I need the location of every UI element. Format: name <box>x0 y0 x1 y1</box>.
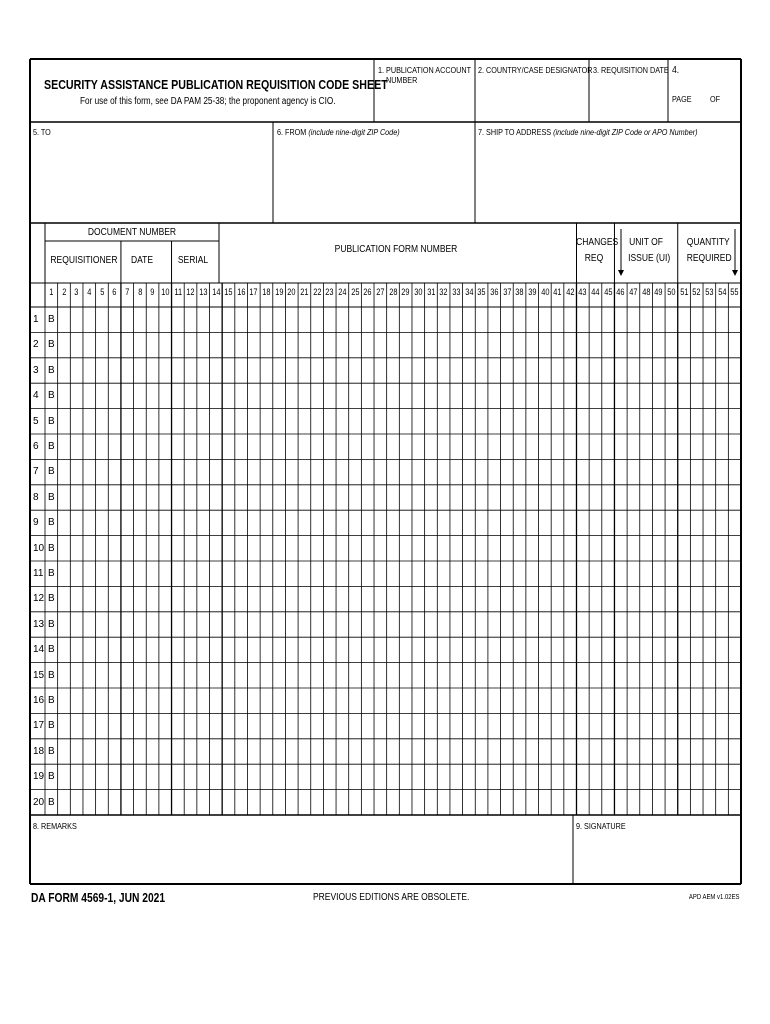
row-code: B <box>48 796 55 808</box>
row-number: 8 <box>33 491 39 503</box>
row-code: B <box>48 314 55 325</box>
column-number: 31 <box>426 287 436 297</box>
row-code: B <box>48 618 55 630</box>
row-number: 20 <box>33 796 45 808</box>
column-number: 34 <box>464 287 474 297</box>
quantity-arrow-head <box>732 270 738 276</box>
row-code: B <box>48 720 55 732</box>
version-note: APD AEM v1.02ES <box>689 894 740 901</box>
column-number: 24 <box>338 287 347 297</box>
column-number: 21 <box>300 287 309 297</box>
row-number: 5 <box>33 415 39 427</box>
form-title: SECURITY ASSISTANCE PUBLICATION REQUISITION CODE SHEET <box>44 77 388 92</box>
row-code: B <box>48 593 55 605</box>
column-number: 39 <box>528 287 537 297</box>
column-number: 33 <box>452 287 461 297</box>
country-case-label: 2. COUNTRY/CASE DESIGNATOR <box>478 65 593 75</box>
row-number: 7 <box>33 466 39 478</box>
column-number: 18 <box>262 287 271 297</box>
column-number: 10 <box>161 287 170 297</box>
column-number: 7 <box>125 287 130 297</box>
column-number: 8 <box>137 287 142 297</box>
form-id: DA FORM 4569-1, JUN 2021 <box>31 891 166 905</box>
row-code: B <box>48 339 55 351</box>
column-number: 26 <box>363 287 372 297</box>
row-number: 19 <box>33 771 45 783</box>
row-code: B <box>48 669 55 681</box>
pub-account-label-2: NUMBER <box>386 75 418 85</box>
column-number: 51 <box>679 287 689 297</box>
req-header: REQ <box>584 253 604 264</box>
column-number: 23 <box>325 287 334 297</box>
from-prefix: 6. FROM <box>277 127 307 137</box>
row-number: 1 <box>33 314 39 325</box>
column-number: 19 <box>274 287 284 297</box>
column-number: 17 <box>249 287 258 297</box>
column-number: 47 <box>629 287 638 297</box>
row-number: 12 <box>33 593 45 605</box>
remarks-label: 8. REMARKS <box>33 821 77 831</box>
column-number: 14 <box>211 287 220 297</box>
changes-header: CHANGES <box>576 237 619 248</box>
form-subtitle: For use of this form, see DA PAM 25-38; the proponent agency is CIO. <box>80 96 336 107</box>
row-code: B <box>48 745 55 757</box>
column-number: 5 <box>99 287 104 297</box>
column-number: 20 <box>287 287 296 297</box>
obsolete-note: PREVIOUS EDITIONS ARE OBSOLETE. <box>313 892 470 903</box>
page-label: PAGE <box>672 94 692 104</box>
quantity-header: QUANTITY <box>686 237 730 248</box>
signature-label: 9. SIGNATURE <box>576 821 626 831</box>
column-number: 38 <box>515 287 524 297</box>
column-number: 25 <box>350 287 360 297</box>
row-code: B <box>48 466 55 478</box>
row-code: B <box>48 771 55 783</box>
column-number: 11 <box>174 287 182 297</box>
to-label: 5. TO <box>33 127 51 137</box>
row-number: 2 <box>33 339 39 351</box>
date-header: DATE <box>130 255 154 266</box>
row-number: 18 <box>33 745 45 757</box>
row-number: 15 <box>33 669 45 681</box>
row-number: 3 <box>33 364 39 376</box>
column-number: 35 <box>477 287 486 297</box>
column-number: 15 <box>224 287 233 297</box>
row-code: B <box>48 364 55 376</box>
column-number: 55 <box>730 287 739 297</box>
ship-note: (include nine-digit ZIP Code or APO Number) <box>553 127 698 137</box>
unit-arrow-head <box>618 270 624 276</box>
column-number: 43 <box>578 287 587 297</box>
column-number: 37 <box>502 287 511 297</box>
column-number: 40 <box>540 287 549 297</box>
column-number: 29 <box>401 287 410 297</box>
row-code: B <box>48 542 55 554</box>
row-code: B <box>48 415 55 427</box>
row-number: 10 <box>33 542 45 554</box>
column-number: 3 <box>74 287 79 297</box>
column-number: 12 <box>186 287 195 297</box>
column-number: 49 <box>654 287 663 297</box>
requisition-date-label: 3. REQUISITION DATE <box>593 65 669 75</box>
row-code: B <box>48 695 55 706</box>
column-number: 22 <box>312 287 322 297</box>
row-code: B <box>48 568 55 579</box>
column-number: 41 <box>553 287 562 297</box>
column-number: 30 <box>414 287 423 297</box>
row-number: 9 <box>33 517 39 529</box>
page-number-label: 4. <box>672 65 680 76</box>
column-number: 42 <box>566 287 575 297</box>
column-number: 28 <box>388 287 398 297</box>
column-number: 53 <box>705 287 714 297</box>
row-code: B <box>48 390 55 402</box>
column-number: 45 <box>604 287 613 297</box>
column-number: 52 <box>692 287 701 297</box>
required-header: REQUIRED <box>686 253 732 264</box>
column-number: 6 <box>112 287 117 297</box>
row-code: B <box>48 517 55 529</box>
issue-ui-header: ISSUE (UI) <box>628 253 671 264</box>
column-number: 36 <box>490 287 499 297</box>
of-label: OF <box>710 94 721 104</box>
publication-form-number-header: PUBLICATION FORM NUMBER <box>334 244 458 255</box>
column-number: 50 <box>667 287 676 297</box>
column-number: 2 <box>61 287 67 297</box>
row-number: 14 <box>33 644 45 656</box>
column-number: 16 <box>237 287 246 297</box>
row-number: 4 <box>33 390 39 402</box>
row-number: 17 <box>33 720 45 732</box>
from-note: (include nine-digit ZIP Code) <box>308 127 400 137</box>
row-code: B <box>48 491 55 503</box>
column-number: 27 <box>376 287 385 297</box>
document-number-header: DOCUMENT NUMBER <box>87 227 177 238</box>
column-number: 4 <box>87 287 92 297</box>
ship-prefix: 7. SHIP TO ADDRESS <box>478 127 552 137</box>
column-number: 32 <box>439 287 448 297</box>
serial-header: SERIAL <box>177 255 209 266</box>
column-number: 44 <box>591 287 600 297</box>
pub-account-label-1: 1. PUBLICATION ACCOUNT <box>378 65 472 75</box>
unit-of-header: UNIT OF <box>629 237 663 248</box>
row-code: B <box>48 644 55 656</box>
column-number: 9 <box>150 287 155 297</box>
row-number: 13 <box>33 618 45 630</box>
column-number: 54 <box>717 287 727 297</box>
column-number: 1 <box>49 287 54 297</box>
column-number: 48 <box>641 287 651 297</box>
row-code: B <box>48 441 55 452</box>
row-number: 11 <box>33 568 44 579</box>
row-number: 16 <box>33 695 45 706</box>
column-number: 13 <box>199 287 208 297</box>
requisitioner-header: REQUISITIONER <box>50 255 118 266</box>
row-number: 6 <box>33 441 39 452</box>
column-number: 46 <box>616 287 625 297</box>
